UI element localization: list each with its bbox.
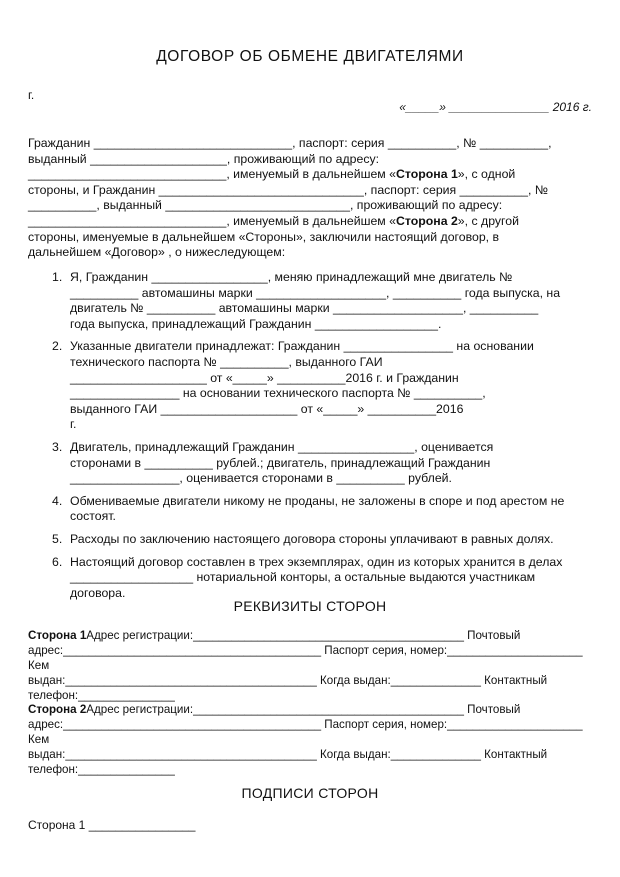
party-1-signature: Сторона 1 ________________ [28,818,196,832]
intro-line: выданный ____________________, проживающий по адресу: [28,151,380,166]
party-2-requisites: Сторона 2Адрес регистрации:__________________________________________ Почтовый адрес:________________________________________ Паспорт серия, номер:_____________________ Кем выдан:_______________________________________ Когда выдан:______________ Контактный телефон:_______________ [28,703,583,776]
term-number: 2. [52,339,63,354]
intro-line: стороны, именуемые в дальнейшем «Стороны», заключили настоящий договор, в [28,229,500,244]
term-item: 6. Настоящий договор составлен в трех экземплярах, один из которых хранится в делах __________________ нотариальной конторы, а остальные выдаются участникам договора. [52,554,563,600]
party-1-term: Сторона 1 [396,167,458,182]
term-item: 4. Обмениваемые двигатели никому не проданы, не заложены в споре и под арестом не состоят. [52,493,565,524]
term-number: 4. [52,493,63,508]
intro-line: _____________________________, именуемый в дальнейшем «Сторона 1», с одной [28,167,516,182]
intro-line: __________, выданный ___________________________, проживающий по адресу: [28,198,503,213]
intro-paragraph [28,136,594,261]
intro-line: _____________________________, именуемый в дальнейшем «Сторона 2», с другой [28,213,519,228]
term-number: 1. [52,270,63,284]
party-2-label: Сторона 2 [28,703,87,716]
contract-terms-list [28,270,594,601]
intro-line: Гражданин _____________________________, паспорт: серия __________, № __________, [28,136,552,150]
intro-line: дальнейшем «Договор» , о нижеследующем: [28,245,286,260]
term-number: 5. [52,531,63,546]
term-item: 3. Двигатель, принадлежащий Гражданин _________________, оценивается сторонами в __________ рублей.; двигатель, принадлежащий Гражданин ________________, оценивается сторонами в __________ рублей. [52,439,494,486]
term-number: 3. [52,439,63,454]
intro-line: стороны, и Гражданин ______________________________, паспорт: серия __________, № [28,182,549,197]
signatures-title: ПОДПИСИ СТОРОН [241,785,379,801]
party-1-label: Сторона 1 [28,629,87,642]
city-field: г. [28,88,35,102]
term-item: 1. Я, Гражданин _________________, меняю принадлежащий мне двигатель № __________ автомашины марки ___________________, __________ года выпуска, на двигатель № __________ автомашины марки ___________________, __________ года выпуска, принадлежащий Гражданин __________________. [52,270,561,331]
party-1-requisites: Сторона 1Адрес регистрации:__________________________________________ Почтовый адрес:________________________________________ Паспорт серия, номер:_____________________ Кем выдан:_______________________________________ Когда выдан:______________ Контактный телефон:_______________ [28,629,583,702]
term-number: 6. [52,554,63,569]
document-title: ДОГОВОР ОБ ОБМЕНЕ ДВИГАТЕЛЯМИ [156,48,464,65]
term-item: 2. Указанные двигатели принадлежат: Гражданин ________________ на основании технического паспорта № __________, выданного ГАИ ____________________ от «_____» __________2016 г. и Гражданин ________________ на основании технического паспорта № __________, выданного ГАИ ____________________ от «_____» __________2016 г. [52,339,534,432]
date-field: «_____» _______________ 2016 г. [399,100,592,114]
term-item: 5. Расходы по заключению настоящего договора стороны уплачивают в равных долях. [52,531,554,546]
party-2-term: Сторона 2 [396,213,458,228]
requisites-title: РЕКВИЗИТЫ СТОРОН [233,598,387,614]
